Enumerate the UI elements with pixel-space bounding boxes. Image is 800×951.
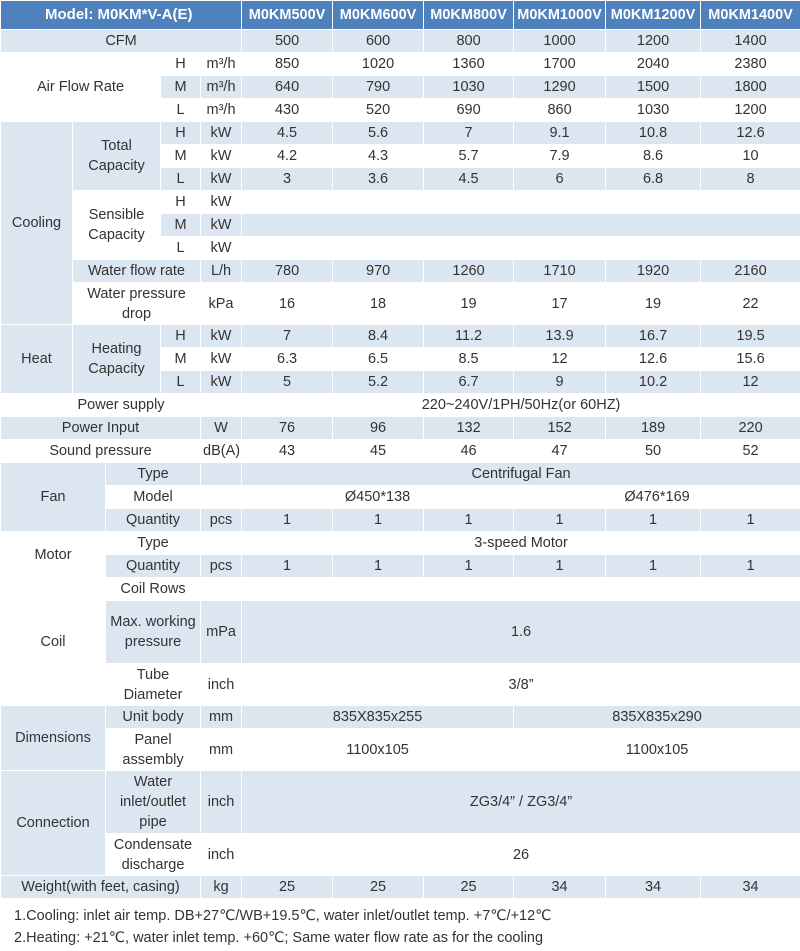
unit: pcs <box>201 555 242 578</box>
unit <box>201 532 242 555</box>
airflow-row <box>1 53 800 76</box>
unit <box>201 486 242 509</box>
cell: 1 <box>606 555 701 578</box>
cell: 1800 <box>701 76 800 99</box>
cell: 790 <box>333 76 424 99</box>
cell: 4.5 <box>242 122 333 145</box>
footnote: 1.Cooling: inlet air temp. DB+27℃/WB+19.5℃, water inlet/outlet temp. +7℃/+12℃ <box>14 908 552 924</box>
cell: 860 <box>514 99 606 122</box>
cell: 6.3 <box>242 348 333 371</box>
cell: 34 <box>514 876 606 899</box>
cell: 12 <box>514 348 606 371</box>
panel-a: 1100x105 <box>242 729 514 771</box>
dim-unit-row <box>1 706 800 729</box>
fan-qty-label: Quantity <box>106 509 201 532</box>
speed: L <box>161 99 201 122</box>
coil-pressure-row <box>1 601 800 664</box>
cell: 12.6 <box>606 348 701 371</box>
unit: kW <box>201 325 242 348</box>
motor-type-label: Type <box>106 532 201 555</box>
unit: inch <box>201 834 242 876</box>
unit: kW <box>201 348 242 371</box>
total-capacity-label: Total Capacity <box>73 122 161 191</box>
coil-rows-label: Coil Rows <box>106 578 201 601</box>
water-pressure-row <box>1 283 800 325</box>
cell: 47 <box>514 440 606 463</box>
cell: 5.2 <box>333 371 424 394</box>
unit: kW <box>201 237 242 260</box>
cell: 6.5 <box>333 348 424 371</box>
cell: 640 <box>242 76 333 99</box>
cell: 25 <box>333 876 424 899</box>
power-supply-label: Power supply <box>1 394 242 417</box>
cfm-label: CFM <box>1 30 242 53</box>
conn-water-row <box>1 771 800 834</box>
cell: 189 <box>606 417 701 440</box>
cell: 2380 <box>701 53 800 76</box>
connection-label: Connection <box>1 771 106 876</box>
cell: 6.7 <box>424 371 514 394</box>
unit: kW <box>201 371 242 394</box>
cell: 220 <box>701 417 800 440</box>
cell: 19 <box>424 283 514 325</box>
cell: 96 <box>333 417 424 440</box>
unit: kg <box>201 876 242 899</box>
fan-type-row <box>1 463 800 486</box>
unit: mPa <box>201 601 242 664</box>
cell: 7 <box>242 325 333 348</box>
speed: H <box>161 122 201 145</box>
unit: m³/h <box>201 99 242 122</box>
cell: 12.6 <box>701 122 800 145</box>
cell: 45 <box>333 440 424 463</box>
power-supply-value: 220~240V/1PH/50Hz(or 60HZ) <box>242 394 800 417</box>
water-pipe-label: Water inlet/outlet pipe <box>106 771 201 834</box>
sound-label: Sound pressure <box>1 440 201 463</box>
cell: 2160 <box>701 260 800 283</box>
cell: 9.1 <box>514 122 606 145</box>
cell: 3.6 <box>333 168 424 191</box>
cell: 1 <box>242 555 333 578</box>
power-input-row <box>1 417 800 440</box>
unit: m³/h <box>201 76 242 99</box>
cell: 5.6 <box>333 122 424 145</box>
condensate-label: Condensate discharge <box>106 834 201 876</box>
cell: 500 <box>242 30 333 53</box>
water-flow-label: Water flow rate <box>73 260 201 283</box>
cell: 1 <box>514 555 606 578</box>
coil-tube-label: Tube Diameter <box>106 664 201 706</box>
water-flow-row <box>1 260 800 283</box>
motor-label: Motor <box>1 532 106 578</box>
speed: H <box>161 191 201 214</box>
coil-tube-value: 3/8” <box>242 664 800 706</box>
cell: 12 <box>701 371 800 394</box>
cell: 22 <box>701 283 800 325</box>
motor-qty-label: Quantity <box>106 555 201 578</box>
empty-cell <box>242 214 800 237</box>
cooling-total-row <box>1 122 800 145</box>
water-pressure-label: Water pressure drop <box>73 283 201 325</box>
model-col: M0KM800V <box>424 1 514 30</box>
coil-pressure-value: 1.6 <box>242 601 800 664</box>
unit: kW <box>201 191 242 214</box>
cell: 25 <box>242 876 333 899</box>
cell: 780 <box>242 260 333 283</box>
cooling-sensible-row <box>1 191 800 214</box>
cell: 76 <box>242 417 333 440</box>
cell: 7 <box>424 122 514 145</box>
cell: 1400 <box>701 30 800 53</box>
cell: 25 <box>424 876 514 899</box>
cell: 1260 <box>424 260 514 283</box>
cell: 1 <box>424 509 514 532</box>
cell: 1200 <box>701 99 800 122</box>
speed: M <box>161 214 201 237</box>
speed: L <box>161 371 201 394</box>
fan-qty-row <box>1 509 800 532</box>
cell: 1 <box>701 509 800 532</box>
unit-body-label: Unit body <box>106 706 201 729</box>
unit: mm <box>201 706 242 729</box>
cell: 1 <box>701 555 800 578</box>
cell: 10.2 <box>606 371 701 394</box>
cell: 16.7 <box>606 325 701 348</box>
cell: 46 <box>424 440 514 463</box>
speed: L <box>161 237 201 260</box>
cell: 1290 <box>514 76 606 99</box>
unit-body-a: 835X835x255 <box>242 706 514 729</box>
cell: 1500 <box>606 76 701 99</box>
unit: W <box>201 417 242 440</box>
cell: 1200 <box>606 30 701 53</box>
cell: 152 <box>514 417 606 440</box>
unit: inch <box>201 664 242 706</box>
unit-body-b: 835X835x290 <box>514 706 800 729</box>
cell: 1 <box>424 555 514 578</box>
motor-qty-row <box>1 555 800 578</box>
model-col: M0KM500V <box>242 1 333 30</box>
panel-b: 1100x105 <box>514 729 800 771</box>
water-pipe-value: ZG3/4” / ZG3/4” <box>242 771 800 834</box>
cell: 52 <box>701 440 800 463</box>
unit: kW <box>201 168 242 191</box>
coil-rows-row <box>1 578 800 601</box>
heat-label: Heat <box>1 325 73 394</box>
power-supply-row <box>1 394 800 417</box>
header-row <box>1 1 800 30</box>
condensate-value: 26 <box>242 834 800 876</box>
unit: pcs <box>201 509 242 532</box>
motor-type-value: 3-speed Motor <box>242 532 800 555</box>
cell: 7.9 <box>514 145 606 168</box>
footnote: 2.Heating: +21℃, water inlet temp. +60℃; Same water flow rate as for the cooling <box>14 930 544 946</box>
unit: dB(A) <box>201 440 242 463</box>
empty-cell <box>242 191 800 214</box>
cell: 8.5 <box>424 348 514 371</box>
cell: 1030 <box>424 76 514 99</box>
unit: kW <box>201 214 242 237</box>
fan-model-b: Ø476*169 <box>514 486 800 509</box>
cell: 34 <box>606 876 701 899</box>
cfm-row <box>1 30 800 53</box>
sound-row <box>1 440 800 463</box>
unit <box>201 463 242 486</box>
cell: 600 <box>333 30 424 53</box>
cell: 1710 <box>514 260 606 283</box>
speed: M <box>161 145 201 168</box>
cell: 8 <box>701 168 800 191</box>
cell: 5.7 <box>424 145 514 168</box>
cell: 4.3 <box>333 145 424 168</box>
footnotes <box>14 905 551 949</box>
cell: 2040 <box>606 53 701 76</box>
cell: 1 <box>333 555 424 578</box>
cell: 690 <box>424 99 514 122</box>
cell: 6 <box>514 168 606 191</box>
cell: 1 <box>514 509 606 532</box>
unit: inch <box>201 771 242 834</box>
coil-tube-row <box>1 664 800 706</box>
cell: 4.2 <box>242 145 333 168</box>
fan-label: Fan <box>1 463 106 532</box>
dimensions-label: Dimensions <box>1 706 106 771</box>
unit: m³/h <box>201 53 242 76</box>
cell: 800 <box>424 30 514 53</box>
power-input-label: Power Input <box>1 417 201 440</box>
cell: 430 <box>242 99 333 122</box>
unit: kW <box>201 145 242 168</box>
conn-cond-row <box>1 834 800 876</box>
model-col: M0KM1200V <box>606 1 701 30</box>
cell: 1 <box>242 509 333 532</box>
airflow-label: Air Flow Rate <box>1 53 161 122</box>
cell: 8.6 <box>606 145 701 168</box>
cell: 1 <box>333 509 424 532</box>
cell: 17 <box>514 283 606 325</box>
cell: 34 <box>701 876 800 899</box>
speed: H <box>161 325 201 348</box>
fan-model-a: Ø450*138 <box>242 486 514 509</box>
cell: 3 <box>242 168 333 191</box>
speed: H <box>161 53 201 76</box>
cell: 16 <box>242 283 333 325</box>
weight-label: Weight(with feet, casing) <box>1 876 201 899</box>
cell: 11.2 <box>424 325 514 348</box>
coil-label: Coil <box>1 578 106 706</box>
speed: M <box>161 76 201 99</box>
cell: 850 <box>242 53 333 76</box>
speed: M <box>161 348 201 371</box>
unit: L/h <box>201 260 242 283</box>
sensible-capacity-label: Sensible Capacity <box>73 191 161 260</box>
empty-cell <box>242 237 800 260</box>
cell: 1920 <box>606 260 701 283</box>
cell: 19.5 <box>701 325 800 348</box>
model-col: M0KM1400V <box>701 1 800 30</box>
cell: 15.6 <box>701 348 800 371</box>
coil-pressure-label: Max. working pressure <box>106 601 201 664</box>
cell: 1360 <box>424 53 514 76</box>
cell: 8.4 <box>333 325 424 348</box>
model-col: M0KM600V <box>333 1 424 30</box>
motor-type-row <box>1 532 800 555</box>
cell: 5 <box>242 371 333 394</box>
cell: 520 <box>333 99 424 122</box>
cell: 18 <box>333 283 424 325</box>
cell: 50 <box>606 440 701 463</box>
unit <box>201 578 242 601</box>
cell: 1700 <box>514 53 606 76</box>
heat-row <box>1 325 800 348</box>
empty-cell <box>242 578 800 601</box>
unit: mm <box>201 729 242 771</box>
cell: 1000 <box>514 30 606 53</box>
cell: 19 <box>606 283 701 325</box>
panel-label: Panel assembly <box>106 729 201 771</box>
cell: 132 <box>424 417 514 440</box>
weight-row <box>1 876 800 899</box>
heating-capacity-label: Heating Capacity <box>73 325 161 394</box>
cell: 10.8 <box>606 122 701 145</box>
cooling-label: Cooling <box>1 122 73 325</box>
dim-panel-row <box>1 729 800 771</box>
cell: 1 <box>606 509 701 532</box>
speed: L <box>161 168 201 191</box>
cell: 4.5 <box>424 168 514 191</box>
cell: 10 <box>701 145 800 168</box>
unit: kW <box>201 122 242 145</box>
fan-model-label: Model <box>106 486 201 509</box>
fan-type-value: Centrifugal Fan <box>242 463 800 486</box>
cell: 1020 <box>333 53 424 76</box>
cell: 13.9 <box>514 325 606 348</box>
fan-model-row <box>1 486 800 509</box>
model-header: Model: M0KM*V-A(E) <box>1 1 242 30</box>
cell: 970 <box>333 260 424 283</box>
model-col: M0KM1000V <box>514 1 606 30</box>
cell: 9 <box>514 371 606 394</box>
cell: 1030 <box>606 99 701 122</box>
unit: kPa <box>201 283 242 325</box>
cell: 43 <box>242 440 333 463</box>
fan-type-label: Type <box>106 463 201 486</box>
cell: 6.8 <box>606 168 701 191</box>
